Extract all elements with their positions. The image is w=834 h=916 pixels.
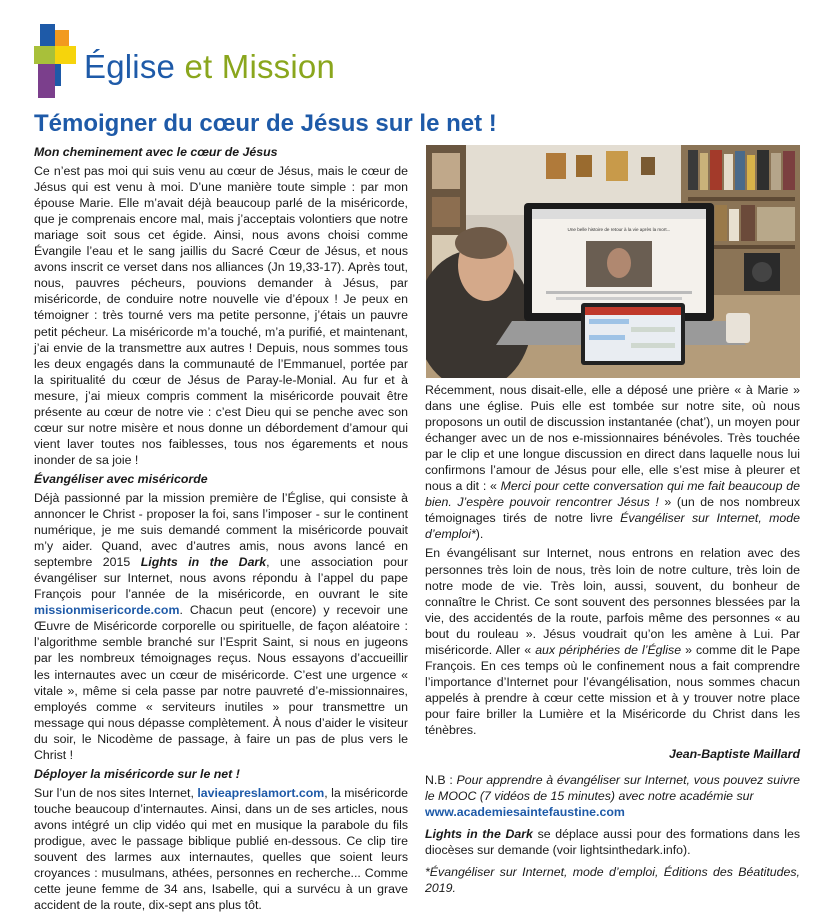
- section-heading-deployer: Déployer la miséricorde sur le net !: [34, 766, 240, 781]
- right-column: [425, 382, 800, 899]
- nb-label: N.B :: [425, 773, 457, 788]
- text-run: se déplace aussi pour des formations dans les diocèses sur demande (voir lightsinthedark.info).: [425, 827, 801, 858]
- section-heading-cheminement: Mon cheminement avec le cœur de Jésus: [34, 145, 278, 159]
- brand-word-eglise: Église: [84, 48, 176, 85]
- text-run: Récemment, nous disait-elle, elle a déposé une prière « à Marie » dans une église. Puis elle est tombée sur notre site, où nous proposons un outil de discussion instantanée (chat’), un moyen pour échanger avec un de nos e-missionnaires bénévoles. Très touchée par le clip et une longue discussion en direct dans laquelle nous lui confirmons l’amour de Jésus pour elle, elle s’est mise à pleurer et nous a dit : «: [425, 383, 800, 494]
- quote-isabelle: Merci pour cette conversation qui me fait beaucoup de bien. J’espère pouvoir rencontrer Jésus !: [425, 479, 800, 510]
- link-academiesaintefaustine[interactable]: www.academiesaintefaustine.com: [425, 805, 625, 820]
- note-formations: [425, 826, 800, 858]
- text-run: » comme dit le Pape François. En ces temps où le confinement nous a fait comprendre l’importance d’Internet pour l’évangélisation, nous sommes chacun appelés à prendre à cœur cette mission et à y trouver notre place pour faire briller la Lumière et la Miséricorde du Christ dans les ténèbres.: [425, 642, 801, 737]
- quote-pape: aux périphéries de l’Église: [535, 642, 682, 657]
- paragraph-internet: [425, 545, 800, 738]
- paragraph-evangeliser: [34, 490, 408, 763]
- brand-word-mission: et Mission: [175, 48, 336, 85]
- section-heading-evangeliser: Évangéliser avec miséricorde: [34, 471, 208, 486]
- author-signature: Jean-Baptiste Maillard: [668, 747, 800, 762]
- paragraph-temoignage: [425, 382, 800, 542]
- left-column: [34, 144, 408, 916]
- footnote: *Évangéliser sur Internet, mode d’emploi, Éditions des Béatitudes, 2019.: [425, 865, 800, 896]
- cross-logo: [34, 24, 76, 98]
- nb-text: Pour apprendre à évangéliser sur Internet, vous pouvez suivre le MOOC (7 vidéos de 15 minutes) avec notre académie sur: [425, 773, 800, 804]
- brand-title: [84, 48, 335, 86]
- text-run: » (un de nos nombreux témoignages tirés de notre livre: [425, 495, 800, 526]
- photo-laptop-scene: [426, 145, 800, 378]
- org-name: Lights in the Dark: [140, 555, 267, 570]
- text-run: . Chacun peut (encore) y recevoir une Œuvre de Miséricorde corporelle ou spirituelle, de façon aléatoire : l’algorithme semble branché sur l’Esprit Saint, si nous en jugeons par les nombreux témoignages reçus. Nous essayons d’accueillir les internautes avec un cœur de miséricorde. C’est une urgence « vitale », même si cela passe par notre pauvreté d’e-missionnaires, employés comme « serviteurs inutiles » pour transmettre un message qui nous dépasse complètement. À nous d’aider le visiteur du soir, le Nicodème de passage, à faire un pas de plus vers le Christ !: [34, 603, 408, 762]
- article-photo: [426, 145, 800, 378]
- text-run: ).: [475, 527, 484, 542]
- note-mooc: [425, 772, 800, 820]
- article-title: Témoigner du cœur de Jésus sur le net !: [34, 110, 497, 137]
- paragraph-cheminement: Ce n’est pas moi qui suis venu au cœur de Jésus, mais le cœur de Jésus qui est venu à moi. D’une manière toute simple : par mon épouse Marie. Elle m’avait déjà beaucoup parlé de la miséricorde, que je comprenais encore mal, mais j’acceptais volontiers que notre mariage soit sous cet égide. Ainsi, nous avons choisi comme Évangile l’eau et le sang jaillis du Sacré Cœur de Jésus, et nous avons inscrit ce verset dans nos alliances (Jn 19,33-17). Après tout, nous, pauvres pécheurs, pouvions demander à Jésus, par miséricorde, de conduire notre nouvelle vie d’époux ! Je peux en témoigner : très tourné vers ma petite personne, j’étais un pauvre petit pécheur. La miséricorde m’a touché, m’a purifié, et maintenant, j’ai envie de la transmettre aux autres ! Depuis, nous sommes tous les deux engagés dans la communauté de l’Emmanuel, portée par la spiritualité du cœur de Jésus de Paray-le-Monial. Au fur et à mesure, j’ai mieux compris comment la miséricorde pouvait être présente au cœur de notre vie : c’est Dieu qui se penche avec son cœur sur notre misère et nous donne un débordement d’amour qui vient laver toutes nos faiblesses, tous nos égarements et nous inonder de sa joie !: [34, 164, 408, 467]
- text-run: Sur l’un de nos sites Internet,: [34, 785, 198, 800]
- masthead: [34, 24, 434, 98]
- text-run: En évangélisant sur Internet, nous entrons en relation avec des personnes très loin de nous, très loin de notre culture, très loin de notre mode de vie. Très loin, aussi, souvent, du bonheur de connaître le Christ. Ce sont souvent des personnes blessées par la vie, des accidentés de la route, parfois même des personnes « au bout du rouleau ». Jésus voudrait qu’on les amène à Lui. Par miséricorde. Aller «: [425, 546, 800, 657]
- org-name: Lights in the Dark: [425, 827, 533, 842]
- link-lavieapreslamort[interactable]: lavieapreslamort.com: [197, 785, 325, 800]
- text-run: Déjà passionné par la mission première de l’Église, qui consiste à annoncer le Christ - proposer la foi, sans l’imposer - sur le continent numérique, je me suis demandé comment la miséricorde pouvait m’y aider. Quand, avec d’autres amis, nous avons lancé en septembre 2015: [34, 490, 408, 570]
- paragraph-deployer: [34, 785, 408, 913]
- screen-title-text: Une belle histoire de retour à la vie après la mort...: [567, 227, 671, 232]
- link-missionmisericorde[interactable]: missionmisericorde.com: [34, 603, 180, 618]
- text-run: , une association pour évangéliser sur Internet, nous avons répondu à l’appel du pape François pour l’année de la miséricorde, en ouvrant le site: [34, 555, 409, 602]
- book-title: Évangéliser sur Internet, mode d’emploi*: [425, 511, 800, 542]
- text-run: , la miséricorde touche beaucoup d’internautes. Ainsi, dans un de ses articles, nous avons intégré un clip vidéo qui met en musique la parabole du fils prodigue, avec le passage biblique publié en-dessous. Ce clip tire souvent des larmes aux internautes, quelles que soient leurs croyances : musulmans, athées, personnes en recherche... Comme cette jeune femme de 34 ans, Isabelle, qui a survécu à un grave accident de la route, dix-sept ans plus tôt.: [34, 785, 408, 913]
